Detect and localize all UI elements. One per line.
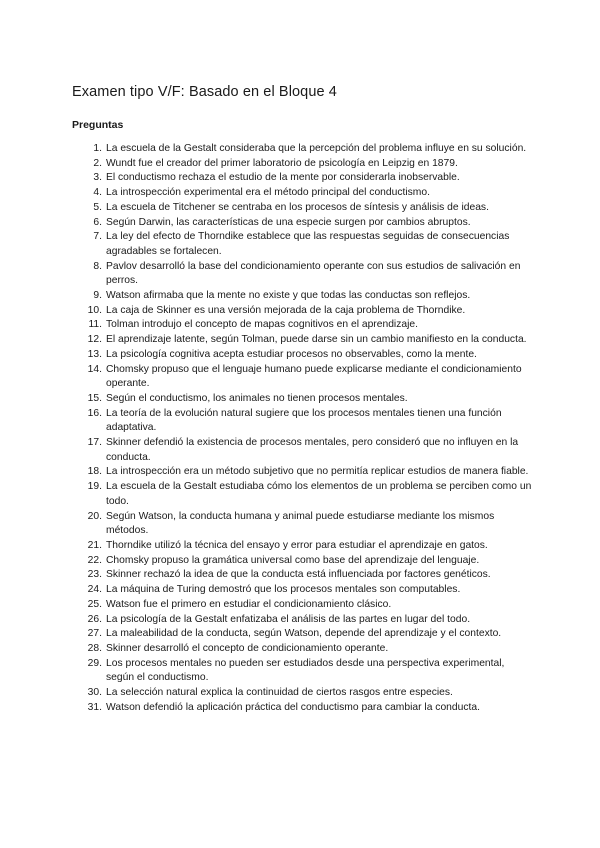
list-item: [72, 510, 532, 539]
list-item: [72, 157, 532, 172]
question-text: La introspección era un método subjetivo que no permitía replicar estudios de manera fiable.: [106, 466, 529, 478]
list-item: [72, 230, 532, 259]
question-text: Skinner desarrolló el concepto de condicionamiento operante.: [106, 642, 389, 654]
list-item: [72, 686, 532, 701]
list-item: [72, 348, 532, 363]
question-text: Chomsky propuso la gramática universal como base del aprendizaje del lenguaje.: [106, 554, 480, 566]
question-number: 13.: [87, 348, 102, 360]
question-text: Watson defendió la aplicación práctica del conductismo para cambiar la conducta.: [106, 701, 480, 713]
question-number: 20.: [87, 510, 102, 522]
question-number: 31.: [87, 701, 102, 713]
question-number: 21.: [87, 539, 102, 551]
question-text: Watson fue el primero en estudiar el condicionamiento clásico.: [106, 598, 392, 610]
question-text: Watson afirmaba que la mente no existe y que todas las conductas son reflejos.: [106, 290, 471, 302]
question-number: 23.: [87, 569, 102, 581]
question-text: La máquina de Turing demostró que los procesos mentales son computables.: [106, 584, 461, 596]
question-number: 15.: [87, 392, 102, 404]
question-number: 16.: [87, 407, 102, 419]
question-text: Wundt fue el creador del primer laboratorio de psicología en Leipzig en 1879.: [106, 157, 458, 169]
question-text: La caja de Skinner es una versión mejorada de la caja problema de Thorndike.: [106, 304, 466, 316]
list-item: [72, 613, 532, 628]
list-item: [72, 436, 532, 465]
list-item: [72, 142, 532, 157]
question-number: 6.: [93, 216, 102, 228]
question-number: 5.: [93, 201, 102, 213]
question-text: El aprendizaje latente, según Tolman, puede darse sin un cambio manifiesto en la conducta.: [106, 334, 527, 346]
list-item: [72, 392, 532, 407]
question-text: Según Watson, la conducta humana y animal puede estudiarse mediante los mismos métodos.: [106, 510, 495, 537]
question-text: Chomsky propuso que el lenguaje humano puede explicarse mediante el condicionamiento operante.: [106, 363, 522, 390]
list-item: [72, 598, 532, 613]
question-text: La psicología de la Gestalt enfatizaba el análisis de las partes en lugar del todo.: [106, 613, 471, 625]
list-item: [72, 304, 532, 319]
question-text: La ley del efecto de Thorndike establece que las respuestas seguidas de consecuencias agradables se fortalecen.: [106, 231, 510, 257]
question-number: 7.: [93, 231, 102, 243]
question-text: La escuela de Titchener se centraba en los procesos de síntesis y análisis de ideas.: [106, 201, 489, 213]
list-item: [72, 216, 532, 231]
list-item: [72, 318, 532, 333]
question-number: 9.: [93, 290, 102, 302]
question-number: 25.: [87, 598, 102, 610]
question-text: Skinner defendió la existencia de procesos mentales, pero consideró que no influyen en la conducta.: [106, 437, 519, 463]
question-number: 18.: [87, 466, 102, 478]
question-number: 12.: [87, 334, 102, 346]
list-item: [72, 539, 532, 554]
list-item: [72, 201, 532, 216]
list-item: [72, 583, 532, 598]
question-text: La psicología cognitiva acepta estudiar procesos no observables, como la mente.: [106, 348, 477, 360]
question-text: La teoría de la evolución natural sugiere que los procesos mentales tienen una función adaptativa.: [106, 407, 502, 434]
list-item: [72, 627, 532, 642]
question-number: 1.: [93, 143, 102, 154]
question-number: 3.: [93, 172, 102, 184]
question-text: El conductismo rechaza el estudio de la mente por considerarla inobservable.: [106, 172, 460, 184]
list-item: [72, 465, 532, 480]
question-number: 14.: [87, 363, 102, 375]
question-text: La selección natural explica la continuidad de ciertos rasgos entre especies.: [106, 687, 453, 699]
list-item: [72, 657, 532, 686]
question-number: 2.: [93, 157, 102, 169]
list-item: [72, 642, 532, 657]
question-number: 19.: [87, 481, 102, 493]
question-text: Según Darwin, las características de una especie surgen por cambios abruptos.: [106, 216, 471, 228]
question-list: [72, 142, 532, 715]
question-text: La escuela de la Gestalt consideraba que la percepción del problema influye en su solución.: [106, 143, 527, 154]
question-number: 26.: [87, 613, 102, 625]
list-item: [72, 289, 532, 304]
page-title: Examen tipo V/F: Basado en el Bloque 4: [72, 84, 337, 100]
question-number: 27.: [87, 628, 102, 640]
list-item: [72, 171, 532, 186]
list-item: [72, 333, 532, 348]
question-text: Según el conductismo, los animales no tienen procesos mentales.: [106, 392, 408, 404]
list-item: [72, 568, 532, 583]
question-text: Skinner rechazó la idea de que la conducta está influenciada por factores genéticos.: [106, 569, 491, 581]
question-number: 24.: [87, 584, 102, 596]
question-number: 30.: [87, 687, 102, 699]
section-heading: Preguntas: [72, 119, 124, 131]
question-text: La maleabilidad de la conducta, según Watson, depende del aprendizaje y el contexto.: [106, 628, 502, 640]
question-text: Pavlov desarrolló la base del condicionamiento operante con sus estudios de salivación en perros.: [106, 260, 521, 287]
question-text: Tolman introdujo el concepto de mapas cognitivos en el aprendizaje.: [106, 319, 418, 331]
question-text: La introspección experimental era el método principal del conductismo.: [106, 187, 430, 199]
question-number: 8.: [93, 260, 102, 272]
list-item: [72, 480, 532, 509]
question-text: Thorndike utilizó la técnica del ensayo y error para estudiar el aprendizaje en gatos.: [106, 539, 488, 551]
question-text: Los procesos mentales no pueden ser estudiados desde una perspectiva experimental, según el conductismo.: [106, 657, 505, 684]
question-number: 29.: [87, 657, 102, 669]
list-item: [72, 260, 532, 289]
list-item: [72, 186, 532, 201]
question-number: 4.: [93, 187, 102, 199]
question-number: 22.: [87, 554, 102, 566]
list-item: [72, 363, 532, 392]
list-item: [72, 554, 532, 569]
question-number: 17.: [87, 437, 102, 449]
question-number: 10.: [87, 304, 102, 316]
question-number: 28.: [87, 642, 102, 654]
question-text: La escuela de la Gestalt estudiaba cómo los elementos de un problema se perciben como un todo.: [106, 481, 532, 507]
question-number: 11.: [88, 319, 102, 331]
list-item: [72, 701, 532, 716]
list-item: [72, 407, 532, 436]
